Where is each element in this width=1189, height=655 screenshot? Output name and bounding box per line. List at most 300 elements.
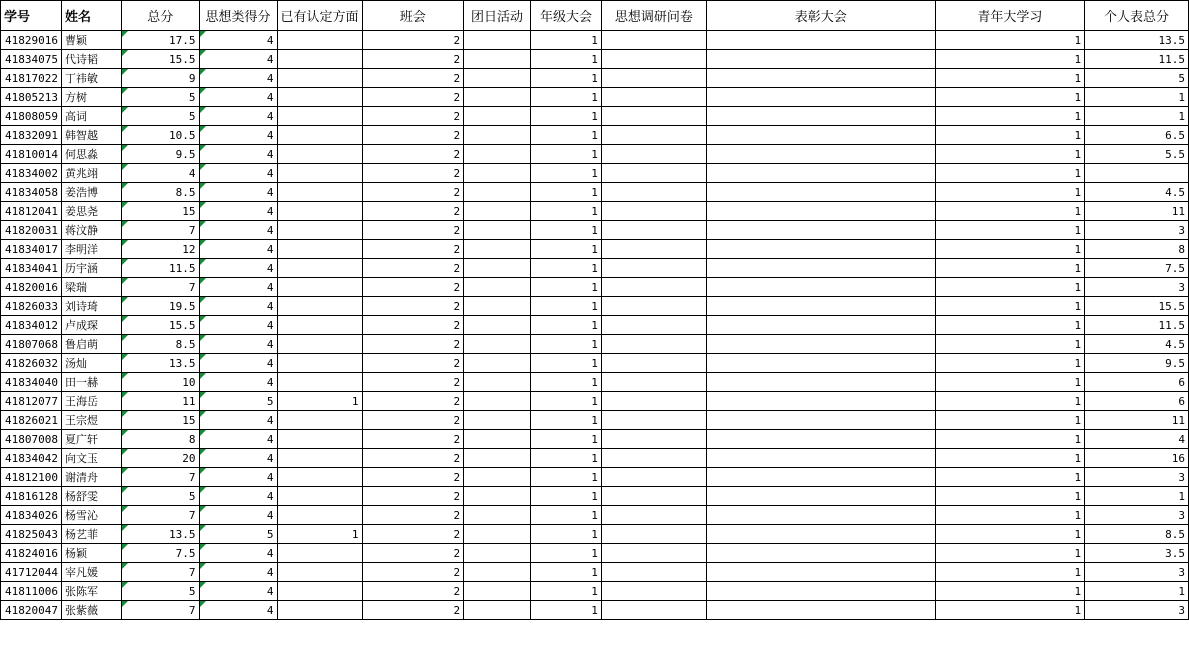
cell-personal-total[interactable]: 4.5 [1085, 335, 1189, 354]
cell-grade-assembly[interactable]: 1 [531, 544, 602, 563]
cell-league-day-activity[interactable] [464, 202, 531, 221]
cell-grade-assembly[interactable]: 1 [531, 335, 602, 354]
cell-ideology-score[interactable]: 4 [199, 601, 277, 620]
cell-total-score[interactable]: 19.5 [121, 297, 199, 316]
cell-name[interactable]: 卢成琛 [61, 316, 121, 335]
cell-name[interactable]: 代诗韬 [61, 50, 121, 69]
cell-grade-assembly[interactable]: 1 [531, 31, 602, 50]
cell-personal-total[interactable]: 4.5 [1085, 183, 1189, 202]
cell-recognized-aspects[interactable] [277, 354, 362, 373]
cell-recognized-aspects[interactable] [277, 145, 362, 164]
cell-total-score[interactable]: 15.5 [121, 50, 199, 69]
cell-ideology-survey[interactable] [601, 487, 706, 506]
cell-student-id[interactable]: 41829016 [1, 31, 62, 50]
cell-youth-study[interactable]: 1 [935, 69, 1084, 88]
cell-ideology-survey[interactable] [601, 601, 706, 620]
cell-name[interactable]: 方树 [61, 88, 121, 107]
cell-youth-study[interactable]: 1 [935, 297, 1084, 316]
cell-personal-total[interactable]: 6 [1085, 373, 1189, 392]
cell-personal-total[interactable]: 5 [1085, 69, 1189, 88]
cell-league-day-activity[interactable] [464, 145, 531, 164]
cell-recognized-aspects[interactable] [277, 601, 362, 620]
cell-youth-study[interactable]: 1 [935, 278, 1084, 297]
cell-student-id[interactable]: 41816128 [1, 487, 62, 506]
cell-commendation-assembly[interactable] [706, 126, 935, 145]
cell-commendation-assembly[interactable] [706, 430, 935, 449]
cell-ideology-survey[interactable] [601, 202, 706, 221]
cell-commendation-assembly[interactable] [706, 183, 935, 202]
cell-total-score[interactable]: 7 [121, 506, 199, 525]
cell-name[interactable]: 梁瑞 [61, 278, 121, 297]
cell-class-meeting[interactable]: 2 [362, 487, 464, 506]
cell-recognized-aspects[interactable] [277, 411, 362, 430]
cell-class-meeting[interactable]: 2 [362, 240, 464, 259]
cell-league-day-activity[interactable] [464, 373, 531, 392]
cell-league-day-activity[interactable] [464, 392, 531, 411]
cell-ideology-score[interactable]: 4 [199, 506, 277, 525]
header-ideology-score[interactable]: 思想类得分 [199, 1, 277, 31]
cell-recognized-aspects[interactable] [277, 373, 362, 392]
cell-student-id[interactable]: 41812100 [1, 468, 62, 487]
cell-recognized-aspects[interactable] [277, 164, 362, 183]
cell-ideology-score[interactable]: 4 [199, 468, 277, 487]
cell-youth-study[interactable]: 1 [935, 145, 1084, 164]
cell-student-id[interactable]: 41834026 [1, 506, 62, 525]
cell-personal-total[interactable]: 11.5 [1085, 316, 1189, 335]
cell-personal-total[interactable]: 8 [1085, 240, 1189, 259]
cell-commendation-assembly[interactable] [706, 563, 935, 582]
cell-league-day-activity[interactable] [464, 69, 531, 88]
cell-youth-study[interactable]: 1 [935, 373, 1084, 392]
cell-ideology-score[interactable]: 4 [199, 582, 277, 601]
cell-student-id[interactable]: 41834002 [1, 164, 62, 183]
cell-grade-assembly[interactable]: 1 [531, 601, 602, 620]
cell-total-score[interactable]: 7 [121, 278, 199, 297]
cell-class-meeting[interactable]: 2 [362, 601, 464, 620]
cell-student-id[interactable]: 41810014 [1, 145, 62, 164]
cell-ideology-survey[interactable] [601, 126, 706, 145]
cell-recognized-aspects[interactable] [277, 468, 362, 487]
cell-youth-study[interactable]: 1 [935, 183, 1084, 202]
cell-ideology-survey[interactable] [601, 525, 706, 544]
cell-student-id[interactable]: 41817022 [1, 69, 62, 88]
cell-recognized-aspects[interactable] [277, 240, 362, 259]
cell-recognized-aspects[interactable] [277, 88, 362, 107]
cell-ideology-survey[interactable] [601, 316, 706, 335]
cell-class-meeting[interactable]: 2 [362, 316, 464, 335]
cell-class-meeting[interactable]: 2 [362, 221, 464, 240]
cell-grade-assembly[interactable]: 1 [531, 259, 602, 278]
cell-ideology-survey[interactable] [601, 506, 706, 525]
cell-student-id[interactable]: 41820047 [1, 601, 62, 620]
cell-total-score[interactable]: 4 [121, 164, 199, 183]
cell-student-id[interactable]: 41824016 [1, 544, 62, 563]
cell-ideology-score[interactable]: 4 [199, 430, 277, 449]
header-class-meeting[interactable]: 班会 [362, 1, 464, 31]
cell-ideology-survey[interactable] [601, 335, 706, 354]
cell-commendation-assembly[interactable] [706, 50, 935, 69]
cell-league-day-activity[interactable] [464, 278, 531, 297]
cell-personal-total[interactable]: 3 [1085, 221, 1189, 240]
cell-youth-study[interactable]: 1 [935, 259, 1084, 278]
cell-recognized-aspects[interactable] [277, 449, 362, 468]
cell-recognized-aspects[interactable] [277, 50, 362, 69]
cell-youth-study[interactable]: 1 [935, 164, 1084, 183]
cell-name[interactable]: 曹颖 [61, 31, 121, 50]
cell-ideology-score[interactable]: 4 [199, 145, 277, 164]
cell-personal-total[interactable]: 1 [1085, 107, 1189, 126]
cell-name[interactable]: 李明洋 [61, 240, 121, 259]
cell-youth-study[interactable]: 1 [935, 430, 1084, 449]
cell-league-day-activity[interactable] [464, 449, 531, 468]
cell-name[interactable]: 高词 [61, 107, 121, 126]
cell-ideology-score[interactable]: 4 [199, 164, 277, 183]
cell-ideology-survey[interactable] [601, 183, 706, 202]
cell-name[interactable]: 宰凡媛 [61, 563, 121, 582]
cell-ideology-score[interactable]: 4 [199, 563, 277, 582]
cell-commendation-assembly[interactable] [706, 582, 935, 601]
cell-league-day-activity[interactable] [464, 50, 531, 69]
cell-name[interactable]: 张陈军 [61, 582, 121, 601]
cell-personal-total[interactable]: 11 [1085, 202, 1189, 221]
cell-grade-assembly[interactable]: 1 [531, 582, 602, 601]
cell-class-meeting[interactable]: 2 [362, 392, 464, 411]
cell-ideology-score[interactable]: 4 [199, 69, 277, 88]
cell-total-score[interactable]: 9 [121, 69, 199, 88]
cell-league-day-activity[interactable] [464, 430, 531, 449]
cell-name[interactable]: 杨舒雯 [61, 487, 121, 506]
cell-commendation-assembly[interactable] [706, 449, 935, 468]
cell-personal-total[interactable]: 3 [1085, 601, 1189, 620]
cell-league-day-activity[interactable] [464, 259, 531, 278]
cell-name[interactable]: 韩智越 [61, 126, 121, 145]
cell-class-meeting[interactable]: 2 [362, 449, 464, 468]
cell-youth-study[interactable]: 1 [935, 316, 1084, 335]
cell-commendation-assembly[interactable] [706, 601, 935, 620]
cell-total-score[interactable]: 9.5 [121, 145, 199, 164]
cell-class-meeting[interactable]: 2 [362, 145, 464, 164]
cell-commendation-assembly[interactable] [706, 506, 935, 525]
cell-ideology-score[interactable]: 4 [199, 544, 277, 563]
cell-student-id[interactable]: 41825043 [1, 525, 62, 544]
cell-class-meeting[interactable]: 2 [362, 183, 464, 202]
cell-name[interactable]: 杨颖 [61, 544, 121, 563]
cell-recognized-aspects[interactable] [277, 278, 362, 297]
cell-league-day-activity[interactable] [464, 164, 531, 183]
cell-personal-total[interactable]: 11 [1085, 411, 1189, 430]
cell-league-day-activity[interactable] [464, 525, 531, 544]
cell-student-id[interactable]: 41807068 [1, 335, 62, 354]
cell-total-score[interactable]: 10.5 [121, 126, 199, 145]
cell-ideology-survey[interactable] [601, 468, 706, 487]
cell-class-meeting[interactable]: 2 [362, 50, 464, 69]
cell-ideology-score[interactable]: 4 [199, 259, 277, 278]
cell-total-score[interactable]: 12 [121, 240, 199, 259]
cell-student-id[interactable]: 41826032 [1, 354, 62, 373]
cell-grade-assembly[interactable]: 1 [531, 221, 602, 240]
cell-league-day-activity[interactable] [464, 354, 531, 373]
cell-personal-total[interactable]: 3.5 [1085, 544, 1189, 563]
cell-personal-total[interactable]: 5.5 [1085, 145, 1189, 164]
cell-student-id[interactable]: 41834012 [1, 316, 62, 335]
cell-name[interactable]: 谢清舟 [61, 468, 121, 487]
cell-total-score[interactable]: 13.5 [121, 354, 199, 373]
cell-name[interactable]: 汤灿 [61, 354, 121, 373]
cell-ideology-survey[interactable] [601, 563, 706, 582]
header-commendation-assembly[interactable]: 表彰大会 [706, 1, 935, 31]
cell-ideology-score[interactable]: 4 [199, 449, 277, 468]
cell-ideology-score[interactable]: 4 [199, 126, 277, 145]
header-league-day-activity[interactable]: 团日活动 [464, 1, 531, 31]
cell-total-score[interactable]: 5 [121, 107, 199, 126]
cell-class-meeting[interactable]: 2 [362, 335, 464, 354]
cell-personal-total[interactable]: 6.5 [1085, 126, 1189, 145]
cell-grade-assembly[interactable]: 1 [531, 468, 602, 487]
cell-league-day-activity[interactable] [464, 487, 531, 506]
cell-ideology-score[interactable]: 4 [199, 411, 277, 430]
cell-personal-total[interactable]: 15.5 [1085, 297, 1189, 316]
cell-recognized-aspects[interactable] [277, 31, 362, 50]
cell-ideology-survey[interactable] [601, 259, 706, 278]
cell-grade-assembly[interactable]: 1 [531, 411, 602, 430]
cell-personal-total[interactable]: 13.5 [1085, 31, 1189, 50]
cell-grade-assembly[interactable]: 1 [531, 145, 602, 164]
cell-student-id[interactable]: 41811006 [1, 582, 62, 601]
cell-personal-total[interactable]: 3 [1085, 278, 1189, 297]
cell-grade-assembly[interactable]: 1 [531, 525, 602, 544]
cell-class-meeting[interactable]: 2 [362, 31, 464, 50]
cell-total-score[interactable]: 8 [121, 430, 199, 449]
cell-class-meeting[interactable]: 2 [362, 506, 464, 525]
cell-student-id[interactable]: 41812077 [1, 392, 62, 411]
cell-league-day-activity[interactable] [464, 468, 531, 487]
cell-recognized-aspects[interactable] [277, 506, 362, 525]
cell-grade-assembly[interactable]: 1 [531, 183, 602, 202]
cell-youth-study[interactable]: 1 [935, 525, 1084, 544]
cell-youth-study[interactable]: 1 [935, 544, 1084, 563]
cell-total-score[interactable]: 7 [121, 468, 199, 487]
cell-ideology-score[interactable]: 4 [199, 335, 277, 354]
cell-league-day-activity[interactable] [464, 411, 531, 430]
cell-league-day-activity[interactable] [464, 601, 531, 620]
cell-personal-total[interactable]: 3 [1085, 468, 1189, 487]
cell-ideology-survey[interactable] [601, 31, 706, 50]
cell-student-id[interactable]: 41712044 [1, 563, 62, 582]
cell-ideology-survey[interactable] [601, 164, 706, 183]
cell-commendation-assembly[interactable] [706, 487, 935, 506]
cell-ideology-survey[interactable] [601, 88, 706, 107]
cell-recognized-aspects[interactable] [277, 430, 362, 449]
cell-grade-assembly[interactable]: 1 [531, 354, 602, 373]
cell-commendation-assembly[interactable] [706, 69, 935, 88]
cell-ideology-survey[interactable] [601, 373, 706, 392]
cell-ideology-score[interactable]: 4 [199, 278, 277, 297]
cell-student-id[interactable]: 41834040 [1, 373, 62, 392]
cell-commendation-assembly[interactable] [706, 297, 935, 316]
cell-ideology-survey[interactable] [601, 449, 706, 468]
cell-class-meeting[interactable]: 2 [362, 259, 464, 278]
cell-recognized-aspects[interactable] [277, 69, 362, 88]
cell-total-score[interactable]: 7 [121, 601, 199, 620]
cell-grade-assembly[interactable]: 1 [531, 202, 602, 221]
cell-commendation-assembly[interactable] [706, 221, 935, 240]
cell-class-meeting[interactable]: 2 [362, 69, 464, 88]
cell-name[interactable]: 张紫薇 [61, 601, 121, 620]
cell-personal-total[interactable]: 16 [1085, 449, 1189, 468]
cell-recognized-aspects[interactable] [277, 221, 362, 240]
header-recognized-aspects[interactable]: 已有认定方面 [277, 1, 362, 31]
cell-youth-study[interactable]: 1 [935, 411, 1084, 430]
cell-youth-study[interactable]: 1 [935, 202, 1084, 221]
cell-total-score[interactable]: 7.5 [121, 544, 199, 563]
cell-student-id[interactable]: 41812041 [1, 202, 62, 221]
cell-grade-assembly[interactable]: 1 [531, 506, 602, 525]
cell-ideology-survey[interactable] [601, 145, 706, 164]
cell-name[interactable]: 黄兆翊 [61, 164, 121, 183]
cell-recognized-aspects[interactable] [277, 335, 362, 354]
cell-total-score[interactable]: 5 [121, 582, 199, 601]
cell-recognized-aspects[interactable] [277, 316, 362, 335]
cell-grade-assembly[interactable]: 1 [531, 430, 602, 449]
cell-name[interactable]: 田一赫 [61, 373, 121, 392]
cell-ideology-score[interactable]: 4 [199, 88, 277, 107]
cell-class-meeting[interactable]: 2 [362, 468, 464, 487]
cell-youth-study[interactable]: 1 [935, 582, 1084, 601]
cell-class-meeting[interactable]: 2 [362, 582, 464, 601]
cell-ideology-survey[interactable] [601, 240, 706, 259]
cell-youth-study[interactable]: 1 [935, 392, 1084, 411]
cell-personal-total[interactable]: 9.5 [1085, 354, 1189, 373]
cell-total-score[interactable]: 8.5 [121, 335, 199, 354]
cell-class-meeting[interactable]: 2 [362, 88, 464, 107]
cell-recognized-aspects[interactable] [277, 297, 362, 316]
cell-ideology-survey[interactable] [601, 221, 706, 240]
header-youth-study[interactable]: 青年大学习 [935, 1, 1084, 31]
cell-class-meeting[interactable]: 2 [362, 297, 464, 316]
cell-personal-total[interactable] [1085, 164, 1189, 183]
cell-personal-total[interactable]: 11.5 [1085, 50, 1189, 69]
cell-name[interactable]: 历宇涵 [61, 259, 121, 278]
cell-total-score[interactable]: 8.5 [121, 183, 199, 202]
cell-name[interactable]: 姜思尧 [61, 202, 121, 221]
cell-name[interactable]: 杨艺菲 [61, 525, 121, 544]
cell-name[interactable]: 杨雪沁 [61, 506, 121, 525]
cell-student-id[interactable]: 41826021 [1, 411, 62, 430]
cell-youth-study[interactable]: 1 [935, 487, 1084, 506]
cell-commendation-assembly[interactable] [706, 259, 935, 278]
cell-commendation-assembly[interactable] [706, 107, 935, 126]
cell-grade-assembly[interactable]: 1 [531, 69, 602, 88]
cell-student-id[interactable]: 41834041 [1, 259, 62, 278]
cell-commendation-assembly[interactable] [706, 335, 935, 354]
cell-student-id[interactable]: 41832091 [1, 126, 62, 145]
cell-commendation-assembly[interactable] [706, 88, 935, 107]
cell-league-day-activity[interactable] [464, 506, 531, 525]
cell-youth-study[interactable]: 1 [935, 468, 1084, 487]
cell-class-meeting[interactable]: 2 [362, 164, 464, 183]
cell-name[interactable]: 王海岳 [61, 392, 121, 411]
cell-league-day-activity[interactable] [464, 31, 531, 50]
cell-name[interactable]: 夏广轩 [61, 430, 121, 449]
header-grade-assembly[interactable]: 年级大会 [531, 1, 602, 31]
cell-ideology-survey[interactable] [601, 69, 706, 88]
cell-ideology-survey[interactable] [601, 278, 706, 297]
cell-league-day-activity[interactable] [464, 335, 531, 354]
cell-grade-assembly[interactable]: 1 [531, 126, 602, 145]
cell-ideology-score[interactable]: 4 [199, 373, 277, 392]
cell-name[interactable]: 鲁启萌 [61, 335, 121, 354]
cell-commendation-assembly[interactable] [706, 354, 935, 373]
cell-personal-total[interactable]: 1 [1085, 88, 1189, 107]
cell-youth-study[interactable]: 1 [935, 107, 1084, 126]
cell-league-day-activity[interactable] [464, 221, 531, 240]
cell-ideology-survey[interactable] [601, 544, 706, 563]
cell-total-score[interactable]: 13.5 [121, 525, 199, 544]
cell-total-score[interactable]: 7 [121, 563, 199, 582]
header-personal-total[interactable]: 个人表总分 [1085, 1, 1189, 31]
cell-personal-total[interactable]: 1 [1085, 487, 1189, 506]
cell-recognized-aspects[interactable] [277, 487, 362, 506]
cell-commendation-assembly[interactable] [706, 240, 935, 259]
cell-class-meeting[interactable]: 2 [362, 373, 464, 392]
cell-youth-study[interactable]: 1 [935, 31, 1084, 50]
cell-youth-study[interactable]: 1 [935, 335, 1084, 354]
cell-grade-assembly[interactable]: 1 [531, 563, 602, 582]
cell-ideology-survey[interactable] [601, 582, 706, 601]
cell-total-score[interactable]: 15 [121, 411, 199, 430]
cell-name[interactable]: 王宗煜 [61, 411, 121, 430]
cell-student-id[interactable]: 41808059 [1, 107, 62, 126]
cell-commendation-assembly[interactable] [706, 278, 935, 297]
cell-total-score[interactable]: 17.5 [121, 31, 199, 50]
cell-grade-assembly[interactable]: 1 [531, 392, 602, 411]
cell-student-id[interactable]: 41820031 [1, 221, 62, 240]
cell-ideology-score[interactable]: 4 [199, 50, 277, 69]
header-ideology-survey[interactable]: 思想调研问卷 [601, 1, 706, 31]
cell-recognized-aspects[interactable] [277, 183, 362, 202]
cell-class-meeting[interactable]: 2 [362, 202, 464, 221]
cell-student-id[interactable]: 41834075 [1, 50, 62, 69]
cell-personal-total[interactable]: 3 [1085, 563, 1189, 582]
cell-ideology-survey[interactable] [601, 430, 706, 449]
cell-recognized-aspects[interactable] [277, 202, 362, 221]
cell-league-day-activity[interactable] [464, 240, 531, 259]
cell-ideology-score[interactable]: 4 [199, 183, 277, 202]
cell-class-meeting[interactable]: 2 [362, 411, 464, 430]
cell-league-day-activity[interactable] [464, 126, 531, 145]
header-student-id[interactable]: 学号 [1, 1, 62, 31]
cell-class-meeting[interactable]: 2 [362, 544, 464, 563]
cell-ideology-survey[interactable] [601, 297, 706, 316]
cell-ideology-score[interactable]: 4 [199, 221, 277, 240]
cell-commendation-assembly[interactable] [706, 202, 935, 221]
cell-ideology-score[interactable]: 4 [199, 297, 277, 316]
cell-league-day-activity[interactable] [464, 107, 531, 126]
cell-total-score[interactable]: 20 [121, 449, 199, 468]
cell-grade-assembly[interactable]: 1 [531, 487, 602, 506]
cell-youth-study[interactable]: 1 [935, 240, 1084, 259]
cell-league-day-activity[interactable] [464, 297, 531, 316]
cell-recognized-aspects[interactable] [277, 544, 362, 563]
cell-youth-study[interactable]: 1 [935, 354, 1084, 373]
cell-recognized-aspects[interactable] [277, 126, 362, 145]
cell-ideology-score[interactable]: 4 [199, 240, 277, 259]
cell-grade-assembly[interactable]: 1 [531, 164, 602, 183]
cell-commendation-assembly[interactable] [706, 145, 935, 164]
header-name[interactable]: 姓名 [61, 1, 121, 31]
cell-total-score[interactable]: 5 [121, 88, 199, 107]
cell-student-id[interactable]: 41820016 [1, 278, 62, 297]
